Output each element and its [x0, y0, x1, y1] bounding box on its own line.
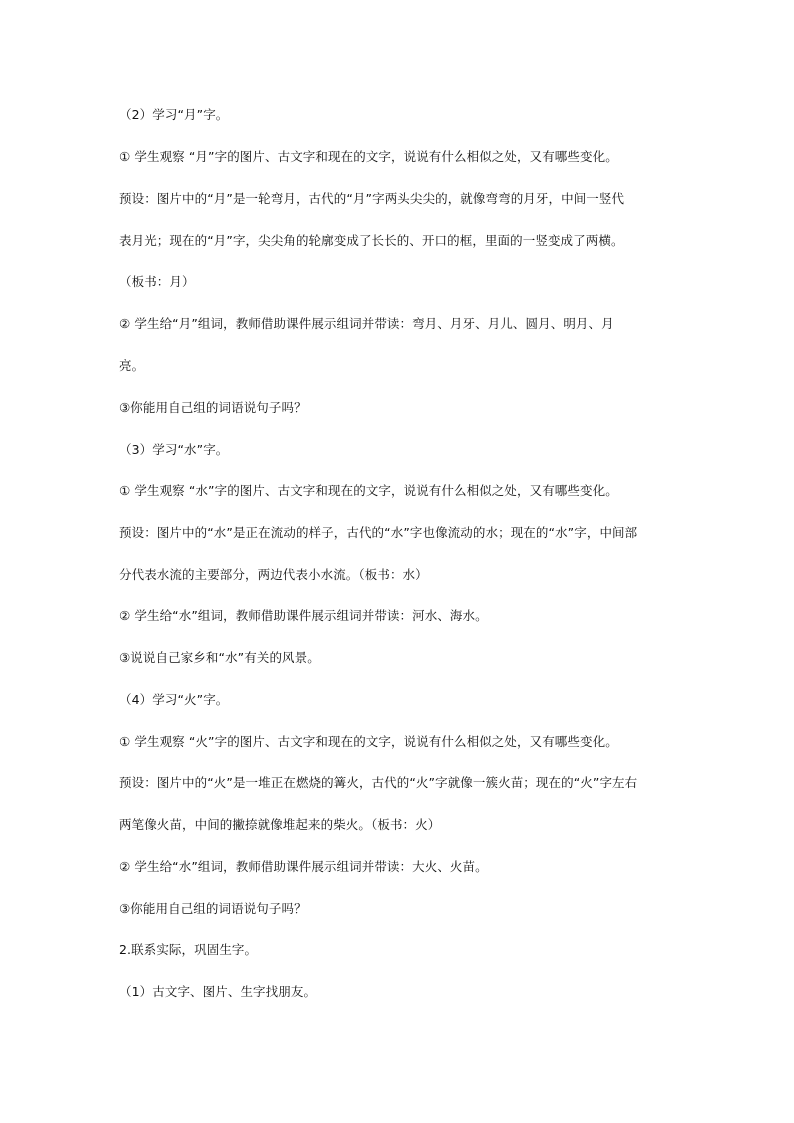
- text-line: 预设：图片中的“月”是一轮弯月，古代的“月”字两头尖尖的，就像弯弯的月牙，中间一竖代: [119, 191, 625, 206]
- text-line: （板书：月）: [119, 274, 195, 289]
- text-line: ② 学生给“月”组词，教师借助课件展示组词并带读：弯月、月牙、月儿、圆月、明月、月: [119, 316, 614, 331]
- text-line: 2.联系实际，巩固生字。: [119, 942, 258, 957]
- text-line: 表月光；现在的“月”字，尖尖角的轮廓变成了长长的、开口的框，里面的一竖变成了两横。: [119, 233, 624, 248]
- text-line: 预设：图片中的“火”是一堆正在燃烧的篝火，古代的“火”字就像一簇火苗；现在的“火”字左右: [119, 775, 638, 790]
- text-line: ③你能用自己组的词语说句子吗？: [119, 400, 307, 415]
- text-line: （3）学习“水”字。: [119, 442, 229, 457]
- text-line: 两笔像火苗，中间的撇捺就像堆起来的柴火。（板书：火）: [119, 817, 441, 832]
- text-line: 分代表水流的主要部分，两边代表小水流。（板书：水）: [119, 567, 428, 582]
- text-line: （4）学习“火”字。: [119, 692, 229, 707]
- text-line: （2）学习“月”字。: [119, 107, 229, 122]
- text-line: ① 学生观察 “水”字的图片、古文字和现在的文字，说说有什么相似之处，又有哪些变化。: [119, 483, 618, 498]
- text-line: ① 学生观察 “月”字的图片、古文字和现在的文字，说说有什么相似之处，又有哪些变化。: [119, 149, 618, 164]
- text-line: ③你能用自己组的词语说句子吗？: [119, 901, 307, 916]
- text-line: ① 学生观察 “火”字的图片、古文字和现在的文字，说说有什么相似之处，又有哪些变化。: [119, 734, 618, 749]
- text-line: ② 学生给“水”组词，教师借助课件展示组词并带读：大火、火苗。: [119, 859, 488, 874]
- text-line: ② 学生给“水”组词，教师借助课件展示组词并带读：河水、海水。: [119, 608, 488, 623]
- text-line: 亮。: [119, 358, 145, 373]
- text-line: 预设：图片中的“水”是正在流动的样子，古代的“水”字也像流动的水；现在的“水”字，中间部: [119, 525, 638, 540]
- text-line: ③说说自己家乡和“水”有关的风景。: [119, 650, 320, 665]
- text-line: （1）古文字、图片、生字找朋友。: [119, 984, 317, 999]
